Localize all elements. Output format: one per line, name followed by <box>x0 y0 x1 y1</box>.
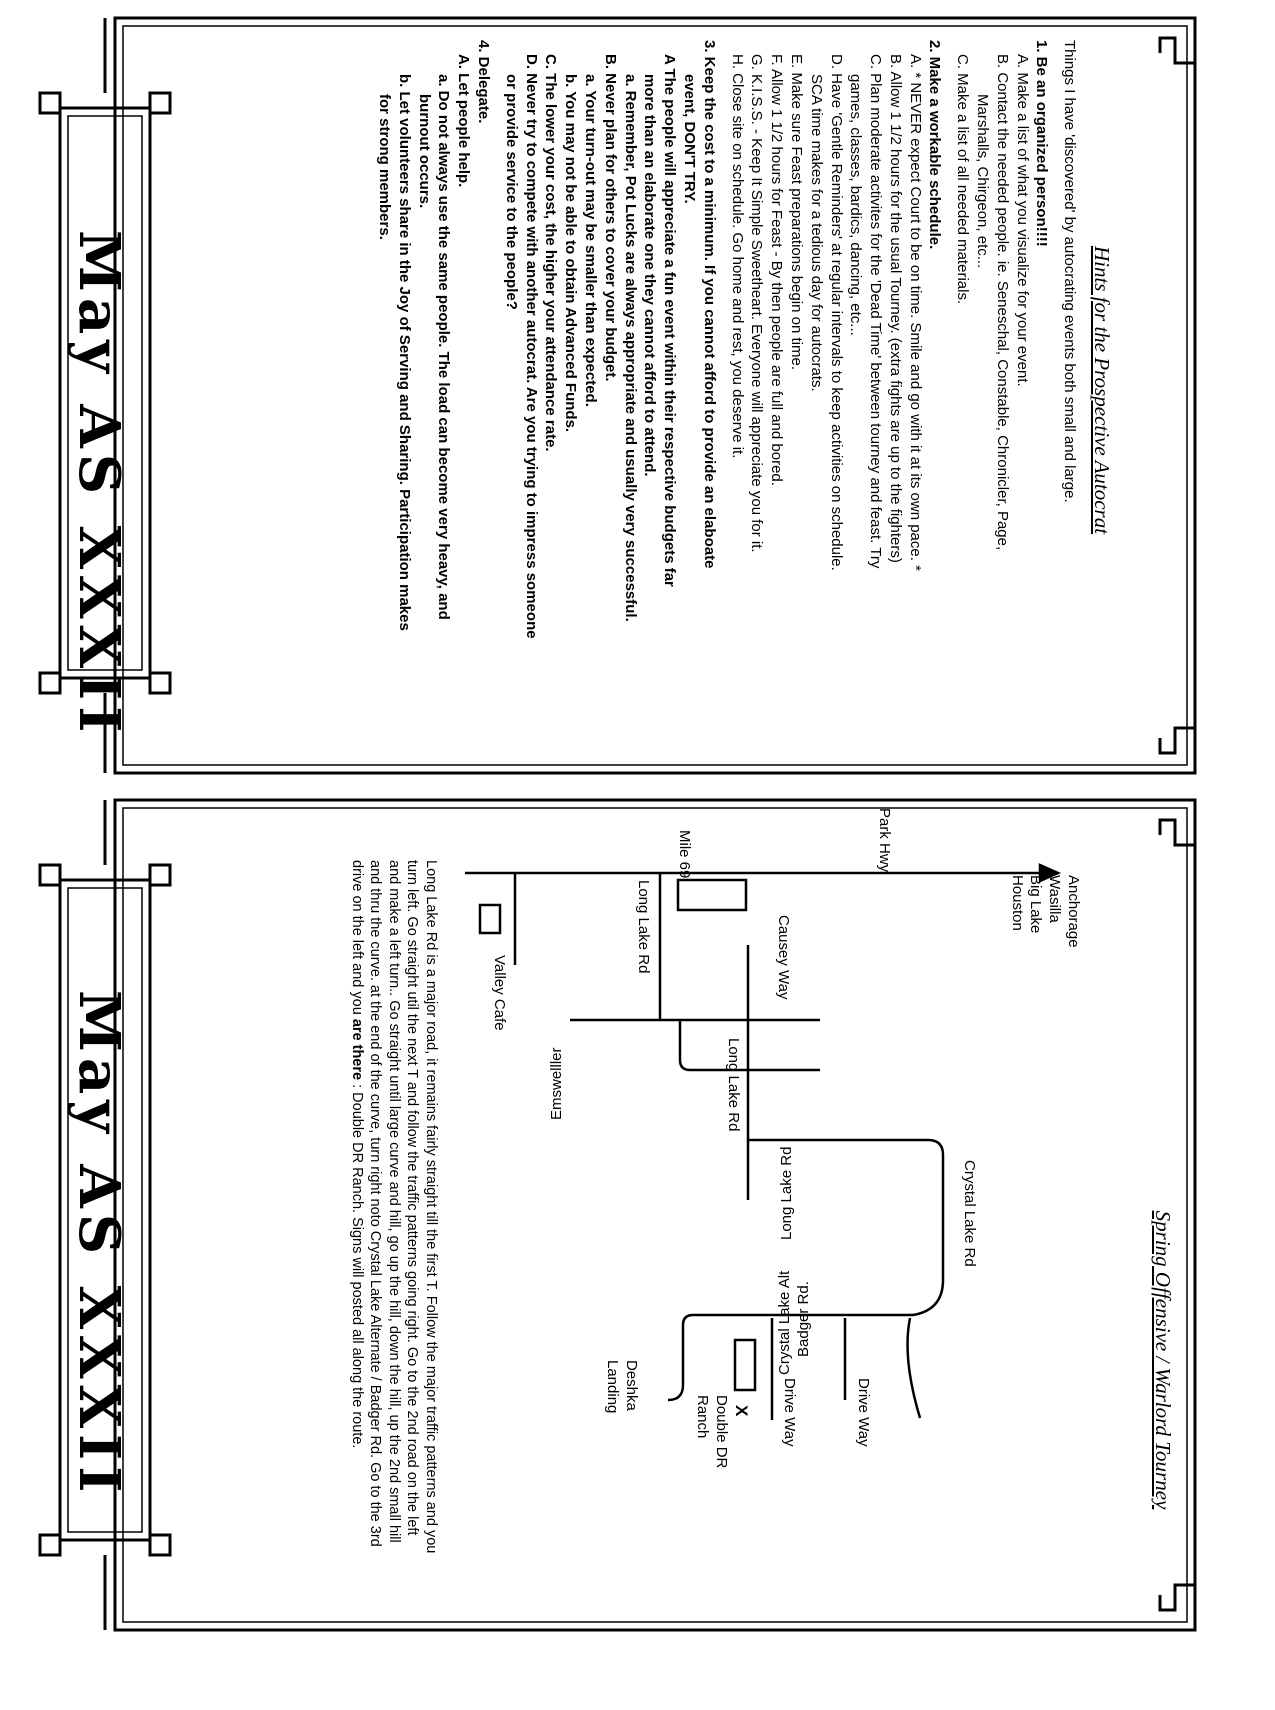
label-deshka: Deshka Landing <box>604 1360 640 1414</box>
x-mark-icon: X <box>732 1405 751 1417</box>
hints-intro: Things I have 'discovered' by autocrating events both small and large. <box>1061 40 1079 503</box>
building-square <box>678 880 746 910</box>
label-crystal-lake-rd: Crystal Lake Rd <box>961 1160 978 1267</box>
label-park-hwy: Park Hwy. <box>876 808 893 876</box>
s3-b: B. Never plan for others to cover your budget. <box>601 54 619 382</box>
s3-heading: 3. Keep the cost to a minimum. If you cannot afford to provide an elaboate <box>700 40 718 569</box>
label-double-dr: Double DR Ranch <box>694 1395 730 1469</box>
s4-heading: 4. Delegate. <box>474 40 492 124</box>
s4-a: A. Let people help. <box>455 54 473 188</box>
s1-b2: Marshalls, Chirgeon, etc... <box>974 94 992 269</box>
s3-c: C. The lower your cost, the higher your attendance rate. <box>542 54 560 452</box>
hints-title: Hints for the Prospective Autocrat <box>1090 245 1114 535</box>
s2-b: B. Allow 1 1/2 hours for the usual Tourney. (extra fights are up to the fighters) <box>886 54 904 563</box>
s3-a-a: a. Remember, Pot Lucks are always appropriate and usually very successful. <box>621 74 639 622</box>
s2-e: E. Make sure Feast preparations begin on time. <box>787 54 805 370</box>
hints-section <box>374 40 1115 740</box>
s2-g: G. K.I.S.S. - Keep It Simple Sweetheart. Everyone will appreciate you for it. <box>748 54 766 553</box>
directions-bold: are there <box>348 1018 365 1081</box>
s2-c: C. Plan moderate activites for the 'Dead Time' between tourney and feast. Try <box>867 54 885 569</box>
s1-heading: 1. Be an organized person!!!! <box>1033 40 1051 247</box>
banner-title-bottom: May AS XXXII <box>66 990 132 1499</box>
s2-c2: games, classes, bardics, dancing, etc... <box>847 74 865 336</box>
s2-h: H. Close site on schedule. Go home and rest, you deserve it. <box>728 54 746 459</box>
s2-d: D. Have 'Gentle Reminders' at regular intervals to keep activities on schedule. <box>827 54 845 571</box>
destination-list: Anchorage Wasilla Big Lake Houston <box>1008 875 1082 948</box>
label-long-lake-rd-3: Long Lake Rd <box>778 1146 795 1240</box>
s2-f: F. Allow 1 1/2 hours for Feast - By then people are full and bored. <box>768 54 786 486</box>
tourney-title: Spring Offensive / Warlord Tourney <box>1151 1210 1175 1510</box>
s4-a-b: b. Let volunteers share in the Joy of Serving and Sharing. Participation makes <box>395 74 413 631</box>
label-emswelller: Emswelller <box>548 1047 565 1120</box>
s4-a-a2: burnout occurs. <box>415 94 433 209</box>
s2-d2: SCA time makes for a tedious day for autocrats. <box>807 74 825 392</box>
double-dr-building <box>735 1340 755 1390</box>
s4-a-a: a. Do not always use the same people. The load can become very heavy, and <box>435 74 453 620</box>
label-drive-way-1: Drive Way <box>855 1378 872 1447</box>
s1-c: C. Make a list of all needed materials. <box>954 54 972 305</box>
s3-b-b: b. You may not be able to obtain Advanced Funds. <box>562 74 580 433</box>
directions-text: Long Lake Rd is a major road, it remains fairly straight till the first T. Follow the major traffic patterns and you turn left. Go straight util the next T and follow the traffic patterns going right. Go to the 2nd road on the left and make a left turn.. Go straight until large curve and hill, go up the hill, down the hill, up the 2nd small hill and thru the curve. at the end of the curve, turn right noto Crystal Lake Alternate / Badger Rd. Go to the 3rd drive on the left and you are there : Double DR Ranch. Signs will posted all along the route. <box>348 860 439 1554</box>
s3-d2: or provide service to the people? <box>502 74 520 310</box>
label-causey-way: Causey Way <box>775 915 792 1000</box>
s3-a2: more than an elaborate one they cannot afford to attend. <box>641 74 659 477</box>
s3-d: D. Never try to compete with another autocrat. Are you trying to impress someone <box>522 54 540 639</box>
s3-a: A The people will appreciate a fun event within their respective budgets far <box>661 54 679 587</box>
label-valley-cafe: Valley Cafe <box>491 955 508 1031</box>
s1-a: A. Make a list of what you visualize for your event. <box>1013 54 1031 387</box>
s1-b: B. Contact the needed people. ie. Seneschal, Constable, Chronicler, Page, <box>993 54 1011 551</box>
label-long-lake-rd-2: Long Lake Rd <box>725 1038 742 1132</box>
label-long-lake-rd-1: Long Lake Rd <box>635 880 652 974</box>
s3-heading2: event, DON'T TRY. <box>680 74 698 204</box>
label-crystal-lake-alt: Crystal Lake Alt Badger Rd. <box>776 1270 812 1375</box>
valley-cafe-building <box>480 905 500 933</box>
s2-a: A. * NEVER expect Court to be on time. Smile and go with it at its own pace. * <box>906 54 924 571</box>
label-mile-69: Mile 69 <box>676 830 693 879</box>
label-drive-way-2: Drive Way <box>781 1378 798 1447</box>
map <box>465 865 1058 1420</box>
s3-b-a: a. Your turn-out may be smaller than expected. <box>581 74 599 407</box>
s2-heading: 2. Make a workable schedule. <box>926 40 944 250</box>
s4-a-b2: for strong members. <box>375 94 393 240</box>
banner-title-top: May AS XXXII <box>66 230 132 739</box>
